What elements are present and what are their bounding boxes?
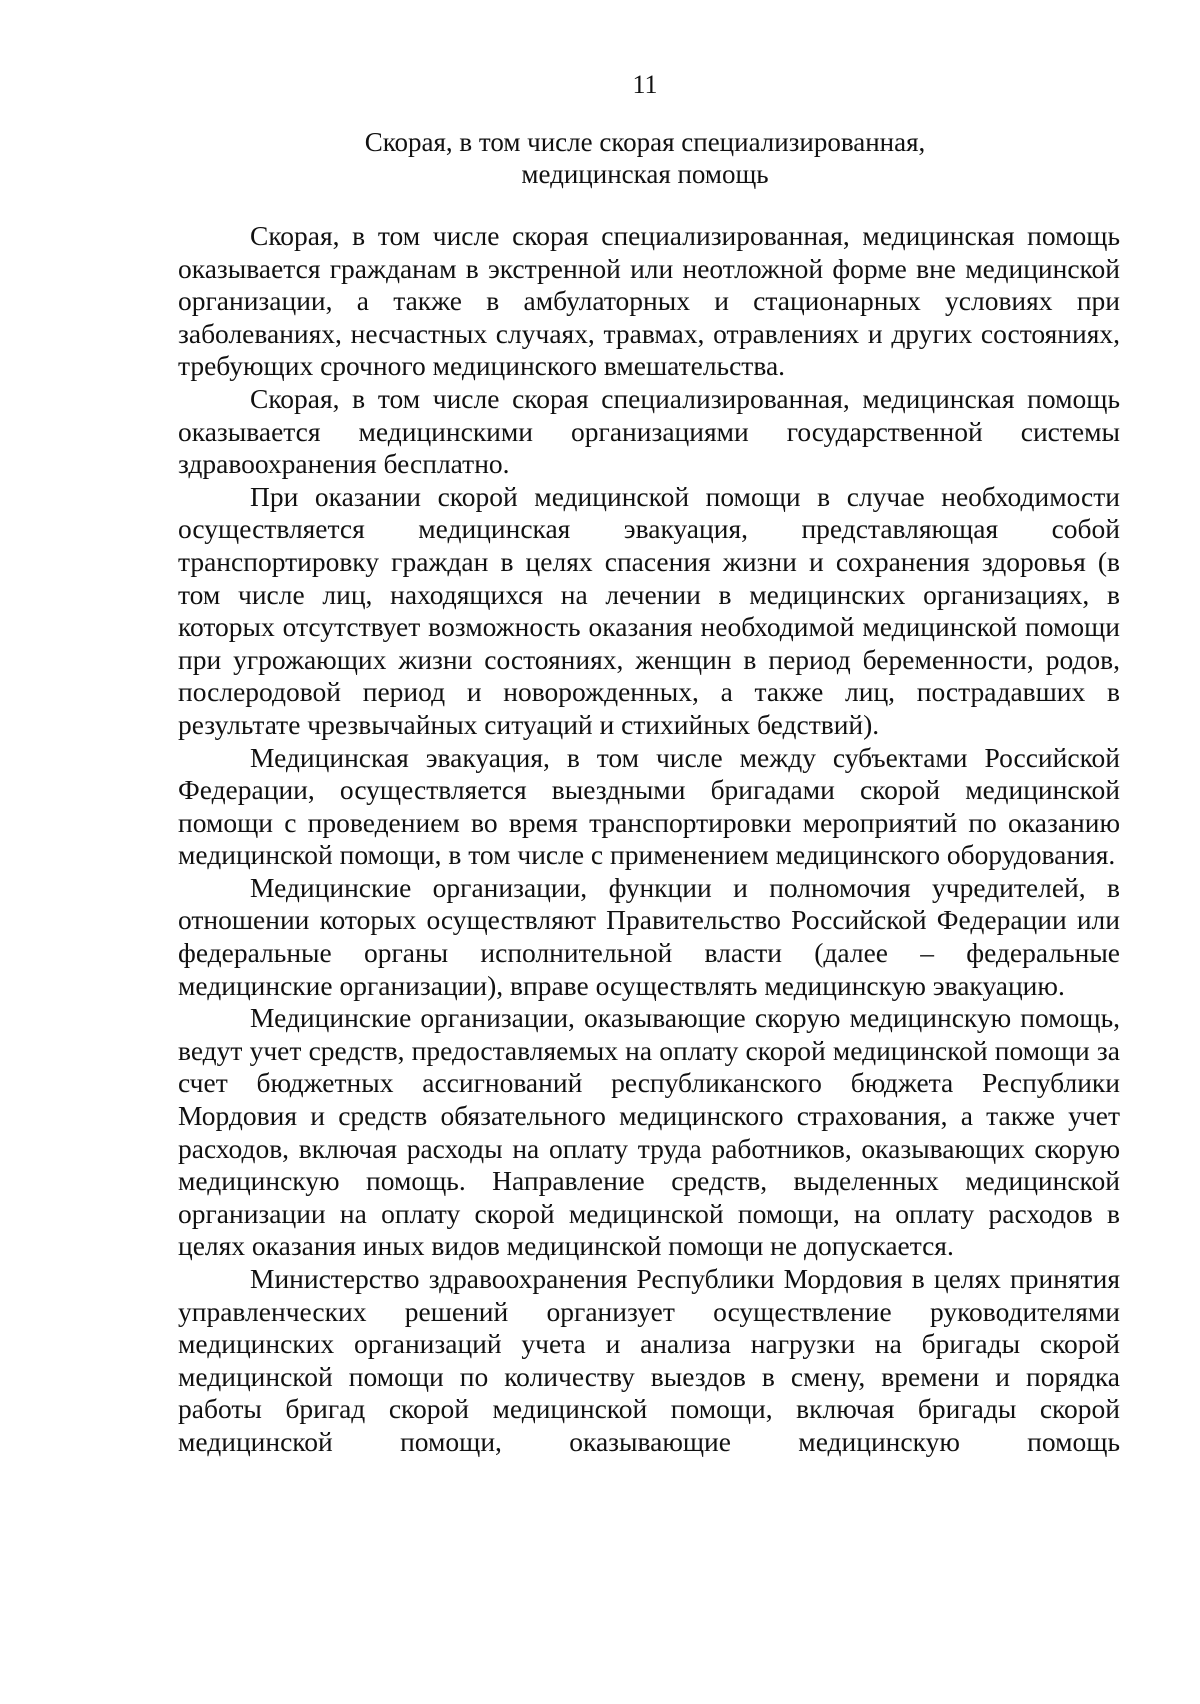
paragraph-6: Медицинские организации, оказывающие скорую медицинскую помощь, ведут учет средств, предоставляемых на оплату скорой медицинской помощи за счет бюджетных ассигнований республиканского бюджета Республики Мордовия и средств обязательного медицинского страхования, а также учет расходов, включая расходы на оплату труда работников, оказывающих скорую медицинскую помощь. Направление средств, выделенных медицинской организации на оплату скорой медицинской помощи, на оплату расходов в целях оказания иных видов медицинской помощи не допускается. bbox=[178, 1002, 1120, 1262]
paragraph-1: Скорая, в том числе скорая специализированная, медицинская помощь оказывается гражданам в экстренной или неотложной форме вне медицинской организации, а также в амбулаторных и стационарных условиях при заболеваниях, несчастных случаях, травмах, отравлениях и других состояниях, требующих срочного медицинского вмешательства. bbox=[178, 220, 1120, 382]
section-heading-line-2: медицинская помощь bbox=[521, 159, 769, 189]
paragraph-7: Министерство здравоохранения Республики Мордовия в целях принятия управленческих решений организует осуществление руководителями медицинских организаций учета и анализа нагрузки на бригады скорой медицинской помощи по количеству выездов в смену, времени и порядка работы бригад скорой медицинской помощи, включая бригады скорой медицинской помощи, оказывающие медицинскую помощь bbox=[178, 1263, 1120, 1457]
document-body bbox=[178, 220, 1120, 1459]
page-number: 11 bbox=[632, 70, 658, 99]
paragraph-5: Медицинские организации, функции и полномочия учредителей, в отношении которых осуществляют Правительство Российской Федерации или федеральные органы исполнительной власти (далее – федеральные медицинские организации), вправе осуществлять медицинскую эвакуацию. bbox=[178, 871, 1120, 1001]
section-heading-line-1: Скорая, в том числе скорая специализированная, bbox=[364, 127, 926, 157]
paragraph-2: Скорая, в том числе скорая специализированная, медицинская помощь оказывается медицинскими организациями государственной системы здравоохранения бесплатно. bbox=[178, 382, 1120, 480]
section-heading bbox=[0, 126, 1200, 190]
paragraph-3: При оказании скорой медицинской помощи в случае необходимости осуществляется медицинская эвакуация, представляющая собой транспортировку граждан в целях спасения жизни и сохранения здоровья (в том числе лиц, находящихся на лечении в медицинских организациях, в которых отсутствует возможность оказания необходимой медицинской помощи при угрожающих жизни состояниях, женщин в период беременности, родов, послеродовой период и новорожденных, а также лиц, пострадавших в результате чрезвычайных ситуаций и стихийных бедствий). bbox=[178, 480, 1120, 740]
paragraph-4: Медицинская эвакуация, в том числе между субъектами Российской Федерации, осуществляется выездными бригадами скорой медицинской помощи с проведением во время транспортировки мероприятий по оказанию медицинской помощи, в том числе с применением медицинского оборудования. bbox=[178, 741, 1120, 871]
